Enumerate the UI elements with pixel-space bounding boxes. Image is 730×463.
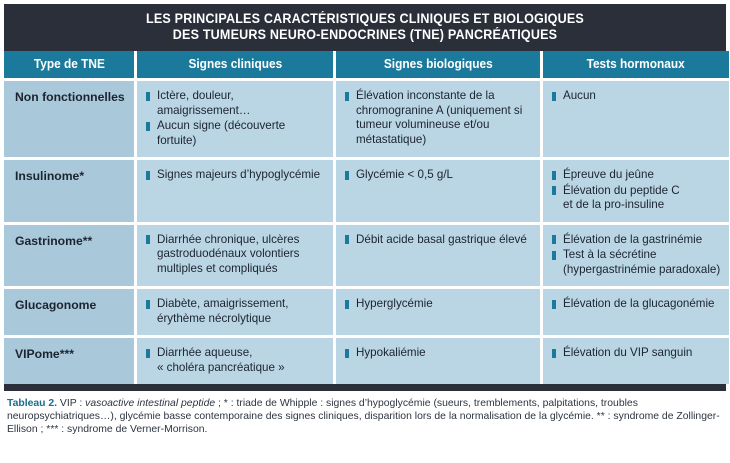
bullet-text: Élévation du peptide C bbox=[563, 183, 680, 197]
table-title-bar bbox=[4, 4, 726, 51]
table-header-row bbox=[4, 51, 726, 78]
column-header-biological-label: Signes biologiques bbox=[383, 57, 493, 71]
table-row bbox=[4, 160, 726, 222]
column-header-clinical-label: Signes cliniques bbox=[188, 57, 282, 71]
bullet-item bbox=[552, 89, 721, 104]
table-row bbox=[4, 338, 726, 384]
bullet-item bbox=[552, 168, 721, 183]
bullet-text: Diabète, amaigrissement, bbox=[157, 297, 289, 310]
column-header-clinical bbox=[137, 51, 333, 78]
table-title-line-2: DES TUMEURS NEURO-ENDOCRINES (TNE) PANCRÉATIQUES bbox=[172, 27, 558, 42]
bullet-item bbox=[345, 346, 532, 361]
bullet-text: Ictère, douleur, bbox=[157, 89, 234, 102]
bullet-item bbox=[146, 346, 325, 375]
caption-part-1: VIP : bbox=[57, 398, 86, 409]
column-header-type-label: Type de TNE bbox=[33, 57, 105, 71]
bullet-item bbox=[552, 184, 721, 213]
bullet-item bbox=[345, 168, 532, 183]
column-header-hormonal-label: Tests hormonaux bbox=[586, 57, 686, 71]
bullet-item bbox=[345, 297, 532, 312]
bullet-list bbox=[146, 89, 325, 148]
bullet-item bbox=[345, 233, 532, 248]
bullet-list bbox=[146, 346, 325, 375]
bullet-item bbox=[146, 89, 325, 118]
cell-tumor-type: Non fonctionnelles bbox=[4, 81, 134, 157]
bullet-item bbox=[552, 346, 721, 361]
bullet-text: Élévation inconstante de la bbox=[356, 89, 495, 102]
caption-label: Tableau 2. bbox=[7, 398, 58, 409]
cell-signes-biologiques bbox=[336, 81, 540, 157]
table-bottom-bar bbox=[4, 384, 726, 391]
table-row bbox=[4, 225, 726, 287]
cell-tests-hormonaux bbox=[543, 160, 729, 222]
bullet-continuation: (hypergastrinémie paradoxale) bbox=[563, 262, 721, 276]
cell-signes-biologiques bbox=[336, 338, 540, 384]
clinical-table bbox=[4, 4, 726, 391]
cell-tumor-type: Glucagonome bbox=[4, 289, 134, 335]
bullet-text: Épreuve du jeûne bbox=[563, 168, 654, 181]
cell-tests-hormonaux bbox=[543, 81, 729, 157]
bullet-text: Élévation de la gastrinémie bbox=[563, 232, 703, 246]
bullet-text: Aucun signe (découverte fortuite) bbox=[157, 119, 286, 147]
bullet-list bbox=[345, 168, 532, 183]
bullet-list bbox=[552, 297, 721, 312]
bullet-text: Test à la sécrétine bbox=[563, 248, 657, 261]
bullet-text: Diarrhée chronique, ulcères bbox=[157, 232, 300, 246]
cell-tumor-type: Insulinome* bbox=[4, 160, 134, 222]
cell-tests-hormonaux bbox=[543, 225, 729, 287]
table-title-line-1: LES PRINCIPALES CARACTÉRISTIQUES CLINIQUES ET BIOLOGIQUES bbox=[145, 11, 584, 26]
bullet-item bbox=[146, 297, 325, 326]
column-header-hormonal bbox=[543, 51, 729, 78]
table-row bbox=[4, 289, 726, 335]
bullet-list bbox=[146, 233, 325, 277]
bullet-text: Glycémie < 0,5 g/L bbox=[356, 168, 453, 181]
bullet-text: Signes majeurs d’hypoglycémie bbox=[157, 168, 321, 181]
bullet-text: Débit acide basal gastrique élevé bbox=[356, 232, 527, 246]
cell-signes-cliniques bbox=[137, 289, 333, 335]
caption-italic-term: vasoactive intestinal peptide bbox=[85, 398, 216, 409]
bullet-list bbox=[345, 89, 532, 147]
cell-signes-cliniques bbox=[137, 81, 333, 157]
bullet-continuation: et de la pro-insuline bbox=[563, 198, 665, 211]
bullet-list bbox=[552, 89, 721, 104]
bullet-list bbox=[146, 297, 325, 326]
bullet-list bbox=[552, 233, 721, 278]
bullet-continuation: « choléra pancréatique » bbox=[157, 360, 285, 374]
cell-signes-biologiques bbox=[336, 289, 540, 335]
cell-signes-cliniques bbox=[137, 225, 333, 287]
table-body bbox=[4, 78, 726, 384]
bullet-continuation: gastroduodénaux volontiers multiples et compliqués bbox=[157, 247, 300, 275]
bullet-item bbox=[552, 297, 721, 312]
bullet-continuation: érythème nécrolytique bbox=[157, 311, 272, 325]
bullet-item bbox=[146, 168, 325, 183]
cell-tests-hormonaux bbox=[543, 289, 729, 335]
cell-signes-cliniques bbox=[137, 160, 333, 222]
cell-signes-cliniques bbox=[137, 338, 333, 384]
bullet-item bbox=[146, 233, 325, 277]
bullet-text: Élévation du VIP sanguin bbox=[563, 346, 693, 359]
bullet-item bbox=[345, 89, 532, 147]
column-header-biological bbox=[336, 51, 540, 78]
bullet-continuation: chromogranine A (uniquement si tumeur volumineuse et/ou métastatique) bbox=[356, 103, 523, 146]
bullet-item bbox=[552, 248, 721, 277]
bullet-list bbox=[552, 346, 721, 361]
bullet-item bbox=[552, 233, 721, 248]
column-header-type bbox=[4, 51, 134, 78]
bullet-list bbox=[552, 168, 721, 213]
bullet-text: Hypokaliémie bbox=[356, 346, 426, 359]
bullet-item bbox=[146, 119, 325, 148]
table-row bbox=[4, 81, 726, 157]
bullet-text: Hyperglycémie bbox=[356, 297, 433, 310]
bullet-text: Élévation de la glucagonémie bbox=[563, 297, 715, 310]
cell-tumor-type: Gastrinome** bbox=[4, 225, 134, 287]
bullet-list bbox=[345, 346, 532, 361]
cell-tests-hormonaux bbox=[543, 338, 729, 384]
bullet-text: Diarrhée aqueuse, bbox=[157, 346, 253, 359]
cell-signes-biologiques bbox=[336, 225, 540, 287]
cell-signes-biologiques bbox=[336, 160, 540, 222]
cell-tumor-type: VIPome*** bbox=[4, 338, 134, 384]
bullet-text: Aucun bbox=[563, 89, 596, 102]
bullet-list bbox=[345, 233, 532, 248]
bullet-list bbox=[345, 297, 532, 312]
bullet-continuation: amaigrissement… bbox=[157, 103, 251, 117]
table-caption bbox=[4, 391, 726, 437]
caption-part-2: ; * : triade de Whipple : signes d’hypoglycémie (sueurs, tremblements, palpitations, troubles neuropsychiatriques…), glycémie basse contemporaine des signes cliniques, disparition lors de la normalisation de la glycémie. ** : syndrome de Zollinger-Ellison ; *** : syndrome de Verner-Morrison. bbox=[7, 398, 720, 436]
bullet-list bbox=[146, 168, 325, 183]
